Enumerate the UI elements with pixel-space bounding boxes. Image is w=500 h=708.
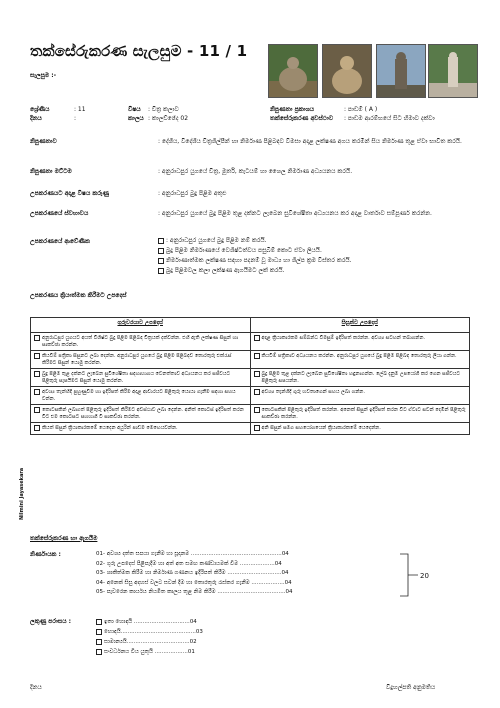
- criteria-item: 04- අනෙක් සිසු අදහස් වලට සවන් දීම හා තොරතුරු රැස්කර ගැනීම ...................04: [96, 579, 292, 586]
- competency-label: නිපුණතා ප්‍රකාශය: [270, 106, 315, 113]
- checkbox-icon: [34, 407, 40, 413]
- grade-value: : 11: [74, 106, 86, 113]
- checkbox-icon: [96, 629, 102, 635]
- table-row: කොටසකින් ලබාගත් පිළිතුරු ඉදිරිපත් කිරීමට අවස්ථාව ලබා දෙන්න. අනිත් කොටස් ඉදිරිපත් කරන විට එම කොටසට සහභාගී වී සාකච්ඡා කරන්න. කොටසකින් පිළිතුරු ඉදිරිපත් කරන්න. අනෙක් සිසුන් ඉදිරිපත් කරන විට ඒවාට සවන් දෙමින් පිළිතුරු සාකච්ඡා කරන්න.: [31, 405, 470, 423]
- time-label: කාලය: [128, 115, 144, 122]
- table-row: කියවීම් පත්‍රිකා සිසුනට ලබා දෙන්න. අනුරාධපුර යුගයේ බුදු පිළිම පිළිබඳව තොරතුරු එක්රැස් කිරීමට සිසුන් යොමු කරන්න. කියවීම් පත්‍රිකාව අධ්‍යයනය කරන්න. අනුරාධපුර යුගයේ බුදු පිළිම පිළිබඳ තොරතුරු ලියා ගන්න.: [31, 351, 470, 369]
- tool-nature-label: උපකරණයේ ස්වභාවය: [30, 210, 89, 217]
- level-label: තක්සේරුකරණ අවස්ථාව: [270, 115, 334, 122]
- table-header-row: [31, 318, 470, 333]
- checkbox-icon: [254, 389, 260, 395]
- plan-label: සැලසුම :-: [30, 72, 57, 79]
- tool-subject-text: : අනුරාධපුර බුදු පිළිම අතුළු: [158, 190, 227, 197]
- subject-label: විෂය: [128, 106, 141, 113]
- criteria-item: 02- ගුරු උපදෙස් පිළිපැදීම හා අත් අත සමඟ කණ්ඩායමක් වීම ....................04: [96, 560, 282, 567]
- checkbox-icon: [34, 335, 40, 341]
- tool-guidance-label: උපකරණයේ ආවේණික: [30, 238, 90, 245]
- total-score: 20: [420, 572, 429, 580]
- tool-nature-text: : අනුරාධපුර යුගයේ බුදු පිළිම තුළ දක්නට ලැබෙන සුවිශේෂීතා අධ්‍යයනය කර අදාළ වාර්තාව සම්පූර්ණ කරන්න.: [158, 210, 432, 217]
- footer-date: දිනය: [30, 684, 42, 691]
- checkbox-icon: [34, 389, 40, 395]
- table-row: අනුරාධපුර යුගයට අයත් විශිෂ්ට බුදු පිළිම පිළිබඳ චිත්‍රයක් දක්වන්න. එහි ඇති ලක්ෂණ සිසුන් හා සාකච්ඡා කරන්න. අදාළ ක්‍රියාකාරකම සම්බන්ධ විමසුම් ඉදිරිපත් කරන්න. අවශ්‍ය සටහන් තබාගන්න.: [31, 333, 470, 351]
- guidance-item: බුදු පිළිමවල කලා ලක්ෂණ ඇගයීමට ලක් කරයි.: [158, 266, 470, 276]
- level-value: : පාඩම ආරම්භයේ සිට හිමාව දක්වා: [344, 115, 435, 122]
- checkbox-icon: [96, 639, 102, 645]
- grade-label: ශ්‍රේණිය: [30, 106, 50, 113]
- criteria-list: [96, 550, 396, 598]
- checkbox-icon: [158, 238, 164, 244]
- table-row: අවශ්‍ය තැන්හිදී පුහුණුවීම හා ඉදිරිපත් කිරීම අදාළ ආචාරයට පිළිතුරු යොයා ගැනීම සඳහා සහය වන්න. අවශ්‍ය තැන්හිදී ගුරු භවතාගෙන් සහය ලබා ගන්න.: [31, 387, 470, 405]
- author-vertical-label: Nilmini Jayasekara: [19, 467, 25, 520]
- checkbox-icon: [158, 268, 164, 274]
- page-title: තක්සේරුකරණ සැලසුම - 11 / 1: [30, 42, 248, 60]
- grading-label: ලකුණු පරාසය :: [30, 618, 72, 625]
- checkbox-icon: [34, 371, 40, 377]
- checkbox-icon: [254, 407, 260, 413]
- checkbox-icon: [254, 371, 260, 377]
- criteria-item: 03- ශාකීත්මක කිරීම හා නිර්මාණ ගණනය ඉදිරිපත් කිරීම ...............................04: [96, 570, 289, 576]
- total-brace-icon: [398, 552, 422, 600]
- grade-item: ඉතා හොඳයි ................................04: [96, 617, 203, 627]
- tool-subject-label: උපකරණයට අදාළ විෂය කරුණු: [30, 190, 110, 197]
- table-row: කියත් සිසුන් ක්‍රියාකාරකමේ යෙදෙන අයුරින් පාඩම මෙහෙයවන්න. අනි සිසුන් සමග සහයෝගයෙන් ක්‍රියාකාරකමේ යෙදෙන්න.: [31, 423, 470, 435]
- date-value: :: [74, 115, 77, 122]
- nipunatha-label: නිපුණතාව: [30, 138, 57, 145]
- checkbox-icon: [254, 425, 260, 431]
- teacher-header: ගුරුවරයාට උපදෙස්: [31, 318, 251, 333]
- grade-item: සාමාන්‍යයි....................................02: [96, 637, 203, 647]
- checkbox-icon: [158, 248, 164, 254]
- method-heading: උපකරණය ක්‍රියාත්මක කිරීමට උපදෙස්: [30, 292, 127, 299]
- subject-value: : චිත්‍ර කලාව: [148, 106, 179, 113]
- grade-item: හොඳයි...........................................03: [96, 627, 203, 637]
- criteria-item: 01- අවශ්‍ය දත්ත සපයා ගැනීම හා සූදානම ....................................................04: [96, 551, 289, 557]
- criteria-heading: තක්සේරුකරණ හා ඇගයීම: [30, 535, 98, 542]
- checkbox-icon: [254, 335, 260, 341]
- buddha-statue-image-2: [322, 44, 372, 98]
- student-header: සිසුන්ට උපදෙස්: [250, 318, 470, 333]
- table-row: බුදු පිළිම තුළ දක්නට ලැබෙන සුවිශේෂීතා සඳහාභාගය වෙනත්තාව අධ්‍යයනය කර සජීවයට පිළිතුරු සැපයීමට සිසුන් යොමු කරන්න. බුදු පිළිම තුළ දක්නට ලැබෙන සුවිශේෂීතා හඳුනාගන්න. ලේඛ දැනුම උපයෝගී කර ගෙන සජීවයට පිළිතුරු සපයන්න.: [31, 369, 470, 387]
- checkbox-icon: [34, 353, 40, 359]
- checkbox-icon: [96, 649, 102, 655]
- nipunatha-level-text: : අනුරාධපුර යුගයේ චිත්‍ර, මූර්ති, කැටයම් හා ශෛල නිර්මාණ අධ්‍යයනය කරයි.: [158, 168, 353, 175]
- date-label: දිනය: [30, 115, 42, 122]
- checkbox-icon: [34, 425, 40, 431]
- criteria-item: 05- පැවරෙන කාර්යය නියමිත කාලය තුළ නිම කිරීම .......................................04: [96, 589, 293, 595]
- buddha-statue-image-1: [268, 44, 318, 98]
- time-value: : කාලච්ඡේද 02: [148, 115, 189, 122]
- footer-signature: විදුහල්පති අනුමතිය: [386, 684, 436, 691]
- checkbox-icon: [254, 353, 260, 359]
- nipunatha-level-label: නිපුණතා මට්ටම: [30, 168, 72, 175]
- guidance-item: : අනුරාධපුර යුගයේ බුදු පිළිම නම් කරයි.: [158, 236, 470, 246]
- guidance-item: නිර්මාණාත්මක ලක්ෂණ සඳහා පදනම් වූ මාධ්‍ය හා ශිල්ප ක්‍රම විස්තර කරයි.: [158, 256, 470, 266]
- checkbox-icon: [96, 619, 102, 625]
- guidance-item: බුදු පිළිම නිර්මාණයේ වෙශිෂ්ටත්වය පසුබිම් කොට ඒවා ලියයි.: [158, 246, 470, 256]
- tool-guidance-list: [158, 236, 470, 276]
- grade-item: සංවර්ධනය විය යුතුයි ...................01: [96, 647, 203, 657]
- checkbox-icon: [158, 258, 164, 264]
- nipunatha-text: : දේශීය, විදේශීය චිත්‍රශිල්පීන් හා නිර්මාණ පිළිබඳව විමසා අදාළ ලක්ෂණ අගය කරමින් සිය නිර්මාණ තුළ ඒවා භාවිත කරයි.: [158, 138, 462, 145]
- criteria-label: නිර්ණායක :: [30, 551, 61, 558]
- buddha-statue-image-3: [376, 44, 426, 98]
- grading-list: [96, 617, 203, 657]
- competency-value: : පාඩම් ( A ): [344, 106, 378, 113]
- instruction-table: [30, 317, 470, 435]
- buddha-statue-image-4: [428, 44, 478, 98]
